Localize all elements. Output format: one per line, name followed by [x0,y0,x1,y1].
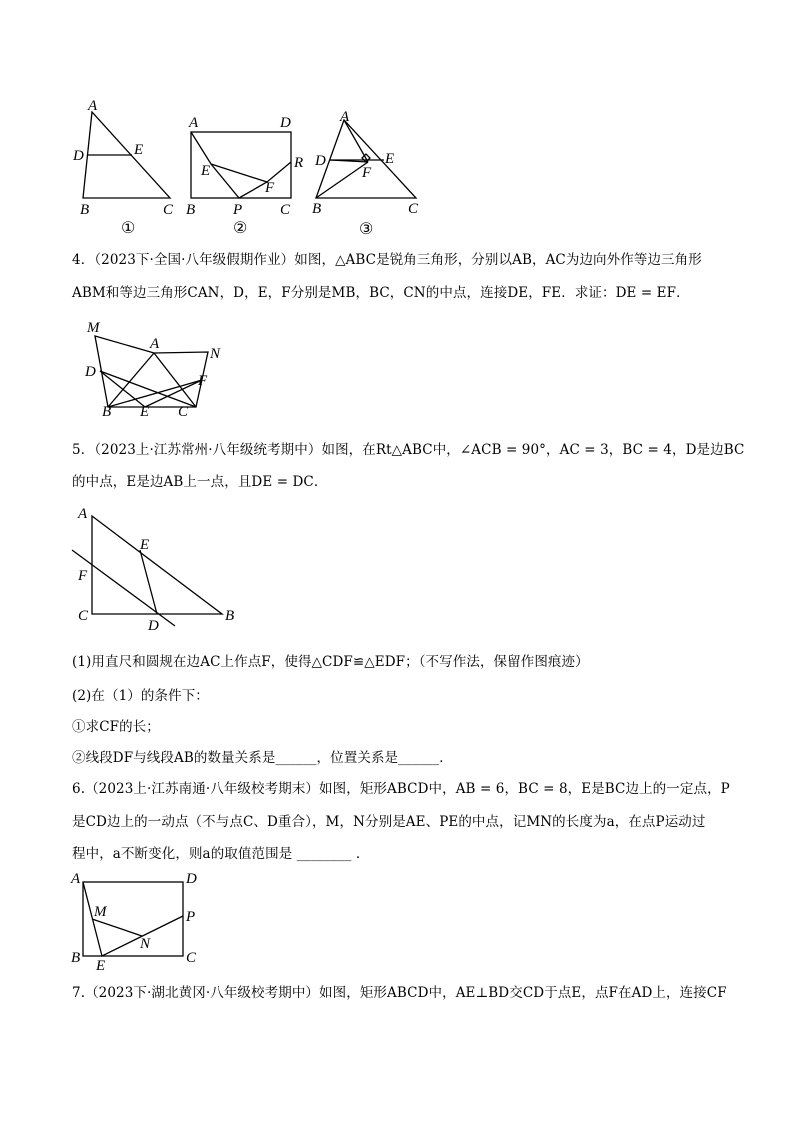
label-p: P [233,202,243,218]
label-d: D [148,618,159,634]
q6-figure [68,870,208,972]
label-a: A [150,336,160,352]
label-e: E [140,537,150,553]
label-f: F [362,165,372,181]
segment-b-a [108,353,154,407]
label-b: B [312,201,322,217]
triangle-acb [92,516,222,614]
label-d: D [186,871,197,887]
label-c: C [78,608,89,624]
label-d: D [280,115,291,131]
label-e: E [385,151,395,167]
q5-part-1: (1)用直尺和圆规在边AC上作点F，使得△CDF≌△EDF；（不写作法，保留作图痕迹） [72,654,589,670]
q5-sub-2: ②线段DF与线段AB的数量关系是______，位置关系是______． [72,750,453,766]
segment-e-f [211,164,267,182]
label-e: E [96,958,106,974]
figure-tag-1: ① [121,220,136,237]
label-m: M [94,904,107,920]
q5-figure [70,504,245,634]
label-d: D [73,148,84,164]
label-c: C [186,950,197,966]
q5-line-2: 的中点，E是边AB上一点，且DE = DC． [72,474,328,490]
segment-m-n [92,919,142,936]
label-a: A [71,871,81,887]
label-f: F [198,373,208,389]
label-f: F [265,180,275,196]
label-e: E [140,404,150,420]
label-b: B [102,404,112,420]
q6-line-1: 6.（2023上·江苏南通·八年级校考期末）如图，矩形ABCD中，AB = 6，BC = 8，E是BC边上的一定点，P [72,781,730,797]
label-f: F [78,568,88,584]
figure-tag-3: ③ [359,221,374,238]
label-a: A [189,115,199,131]
label-e: E [201,163,211,179]
label-b: B [225,608,235,624]
label-d: D [315,153,326,169]
label-n: N [210,346,221,362]
q4-line-2: ABM和等边三角形CAN，D，E，F分别是MB，BC，CN的中点，连接DE，FE．求证：DE = EF． [72,285,690,301]
label-n: N [140,936,151,952]
label-c: C [280,202,291,218]
q4-line-1: 4．（2023下·全国·八年级假期作业）如图，△ABC是锐角三角形，分别以AB，AC为边向外作等边三角形 [72,252,702,268]
q5-part-2: (2)在（1）的条件下： [72,688,209,704]
q6-line-2: 是CD边上的一动点（不与点C、D重合），M，N分别是AE、PE的中点，记MN的长度为a，在点P运动过 [72,814,706,830]
q5-line-1: 5．（2023上·江苏常州·八年级统考期中）如图，在Rt△ABC中，∠ACB = 90°，AC = 3，BC = 4，D是边BC [72,442,745,458]
label-b: B [71,950,81,966]
q6-line-3: 程中，a不断变化，则a的取值范围是 ________ ． [72,846,370,862]
q5-sub-1: ①求CF的长； [72,719,160,735]
label-c: C [408,201,419,217]
label-b: B [186,202,196,218]
label-a: A [78,506,88,522]
label-p: P [186,909,196,925]
q4-figure [82,318,227,420]
label-c: C [163,202,174,218]
figure-2-rectangle [183,112,313,238]
label-a: A [340,109,350,125]
figure-tag-2: ② [233,220,248,237]
label-c: C [178,404,189,420]
label-b: B [80,202,90,218]
label-m: M [87,320,100,336]
q7-line-1: 7.（2023下·湖北黄冈·八年级校考期中）如图，矩形ABCD中，AE⊥BD交CD于点E，点F在AD上，连接CF [72,985,727,1001]
label-e: E [134,142,144,158]
figure-1-triangle [70,98,180,238]
figure-3-triangle [310,110,425,240]
segment-d-e [140,550,157,614]
label-d: D [85,364,96,380]
label-r: R [294,155,304,171]
label-a: A [88,98,98,114]
